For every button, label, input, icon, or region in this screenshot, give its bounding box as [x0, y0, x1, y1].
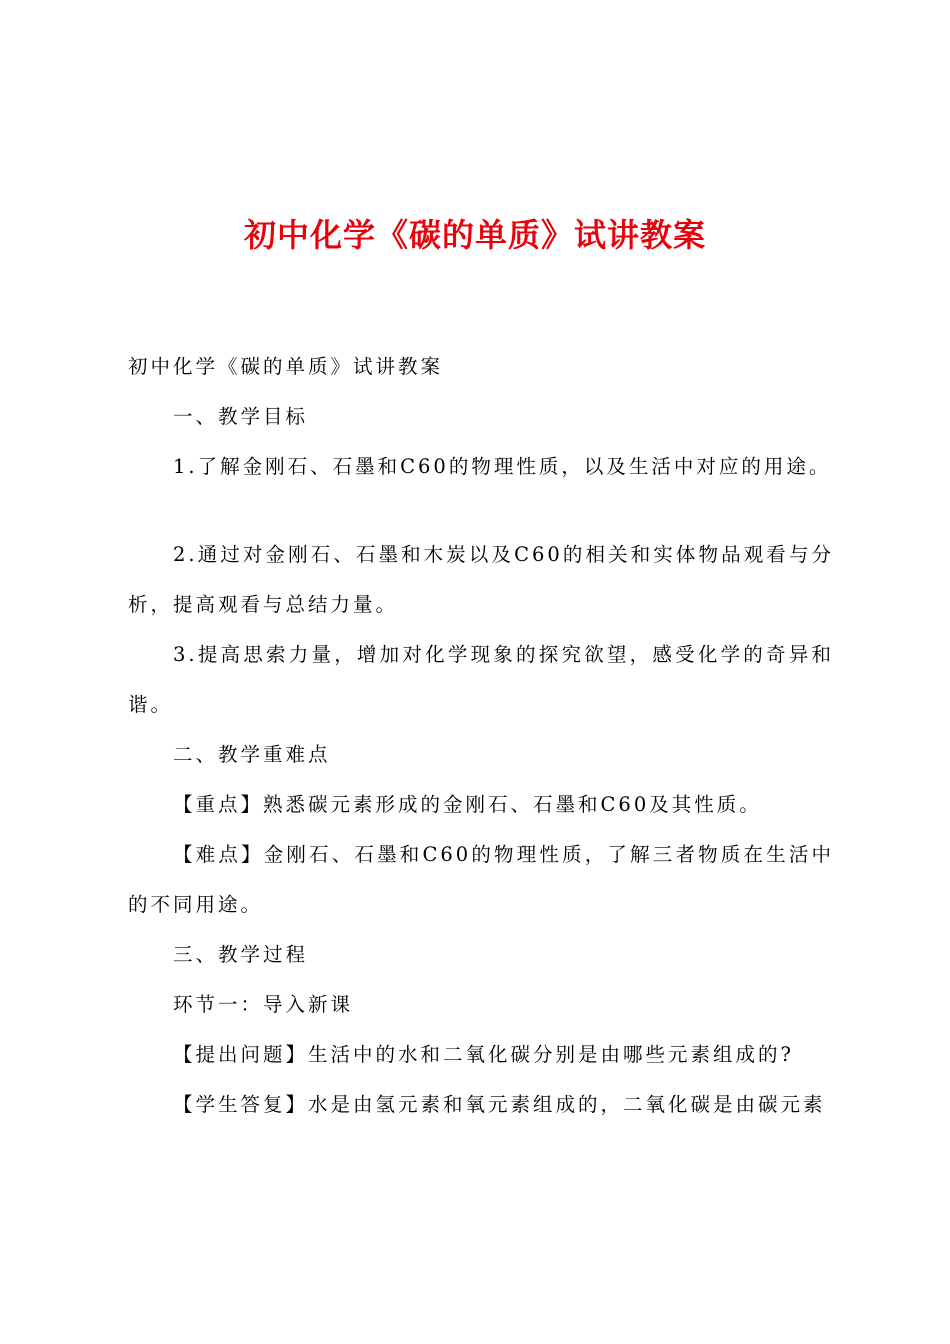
- document-body: [128, 342, 834, 1130]
- paragraph-intro: 初中化学《碳的单质》试讲教案: [128, 355, 444, 378]
- section-intro-lesson: 环节一：导入新课: [173, 993, 354, 1016]
- goal-item-2: 2.通过对金刚石、石墨和木炭以及C60的相关和实体物品观看与分析，提高观看与总结力量。: [128, 543, 834, 616]
- student-answer-paragraph: 【学生答复】水是由氢元素和氧元素组成的，二氧化碳是由碳元素: [173, 1093, 826, 1116]
- heading-teaching-process: 三、教学过程: [173, 943, 309, 966]
- document-title: 初中化学《碳的单质》试讲教案: [243, 216, 706, 254]
- heading-teaching-goals: 一、教学目标: [173, 405, 309, 428]
- goal-item-3: 3.提高思索力量，增加对化学现象的探究欲望，感受化学的奇异和谐。: [128, 643, 834, 716]
- key-point: 【重点】熟悉碳元素形成的金刚石、石墨和C60及其性质。: [173, 793, 762, 816]
- difficult-point: 【难点】金刚石、石墨和C60的物理性质，了解三者物质在生活中的不同用途。: [128, 843, 834, 916]
- heading-key-points: 二、教学重难点: [173, 743, 331, 766]
- goal-item-1: 1.了解金刚石、石墨和C60的物理性质，以及生活中对应的用途。: [173, 455, 832, 478]
- paragraph-gap: [128, 492, 834, 530]
- question-paragraph: 【提出问题】生活中的水和二氧化碳分别是由哪些元素组成的?: [173, 1043, 794, 1066]
